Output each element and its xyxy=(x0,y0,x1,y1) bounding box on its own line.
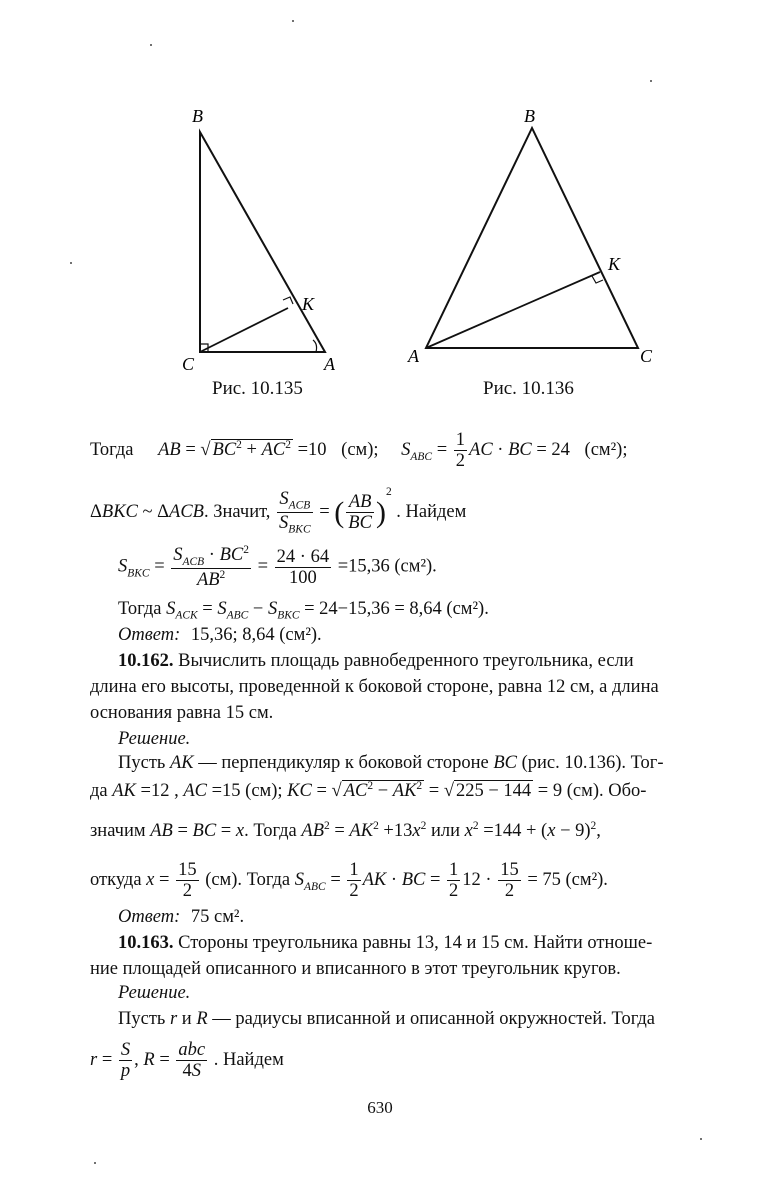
solution-label: Решение. xyxy=(118,729,191,749)
label-a: A xyxy=(408,346,419,366)
caption-fig-135: Рис. 10.135 xyxy=(212,378,303,399)
segment-ak xyxy=(426,272,600,348)
segment-ck xyxy=(200,308,288,352)
solution-162-line-4: откуда x = $\frac{15}{2}$ (см). Тогда $S_{ABC}$ = $\frac{1}{2}$ AK · BC = $\frac{1}{2}$ 12 · $\frac{15}{2}$ = 75 (см²). xyxy=(90,860,608,902)
caption-fig-136: Рис. 10.136 xyxy=(483,378,574,399)
result-15-36: =15,36 (см²). xyxy=(337,556,437,577)
problem-text: Вычислить площадь равнобедренного треугольника, если xyxy=(178,651,634,671)
text-togda: Тогда xyxy=(90,440,134,461)
figure-10-135 xyxy=(180,100,360,380)
problem-163-line-2: ние площадей описанного и вписанного в этот треугольник кругов. xyxy=(90,959,621,979)
answer-value: 15,36; 8,64 (см²). xyxy=(190,625,322,645)
scan-speck xyxy=(292,20,294,22)
text-togda-2: Тогда xyxy=(118,599,162,619)
triangle-abc xyxy=(426,128,638,348)
problem-number: 10.163. xyxy=(118,933,174,953)
formula-similarity: ΔBKC ~ ΔACB. Значит, $\frac{S_{ACB}}{S_{BKC}}$ = ( $\frac{AB}{BC}$ )$^2$ . Найдем xyxy=(90,486,467,536)
problem-162-line-2: длина его высоты, проведенной к боковой стороне, равна 12 см, а длина xyxy=(90,677,659,697)
answer-label: Ответ: xyxy=(118,625,181,645)
solution-label-2: Решение. xyxy=(118,983,191,1003)
problem-162-line-3: основания равна 15 см. xyxy=(90,703,274,723)
label-k: K xyxy=(608,254,621,274)
units-sm: (см); xyxy=(341,440,379,461)
page-number: 630 xyxy=(367,1098,393,1117)
answer-1 xyxy=(118,624,322,646)
scan-speck xyxy=(150,44,152,46)
label-k: K xyxy=(302,294,315,314)
solution-163-line-2: r = $\frac{S}{p}$ , R = $\frac{\text{abc}}{4S}$ . Найдем xyxy=(90,1040,284,1082)
figure-10-136 xyxy=(400,100,660,380)
solution-162-line-3: значим AB = BC = x. Тогда $AB^2 = AK^2 +13x^2$ или $x^2 =144 + (x - 9)^2$, xyxy=(90,820,601,842)
label-b: B xyxy=(524,106,535,126)
problem-162-line-1 xyxy=(118,650,634,672)
scan-speck xyxy=(70,262,72,264)
answer-2: Ответ: 75 см². xyxy=(118,907,245,927)
scan-speck xyxy=(94,1162,96,1164)
scan-speck xyxy=(700,1138,702,1140)
formula-ab-area: Тогда AB = √ $BC^2 + AC^2 =10$ (см); $S_{ABC}$ = $\frac{1}{2}$ AC · BC = 24 (см²); xyxy=(90,430,628,472)
label-b: B xyxy=(192,106,203,126)
angle-arc-a xyxy=(313,340,317,352)
label-a: A xyxy=(324,354,335,374)
units-sm2: (см²); xyxy=(584,440,628,461)
problem-number: 10.162. xyxy=(118,651,174,671)
scan-speck xyxy=(650,80,652,82)
text-znachit: . Значит, xyxy=(204,502,271,522)
result-8-64: = 24−15,36 = 8,64 (см²). xyxy=(304,599,489,619)
right-angle-k xyxy=(592,276,603,283)
label-c: C xyxy=(182,354,195,374)
solution-162-line-2: да AK =12 , AC =15 (см); KC = √ $AC^2 - AK^2$ = √ 225 − 144 = 9 (см). Обо- xyxy=(90,780,647,802)
formula-sbkc: $S_{BKC}$ = $\frac{S_{ACB} \cdot BC^2}{AB^2}$ = $\frac{24 \cdot 64}{100}$ =15,36 (см²). xyxy=(118,544,437,591)
solution-162-line-1: Пусть AK — перпендикуляр к боковой стороне BC (рис. 10.136). Тог- xyxy=(118,753,664,773)
triangle-abc xyxy=(200,132,325,352)
problem-163-line-1: 10.163. Стороны треугольника равны 13, 14 и 15 см. Найти отноше- xyxy=(118,933,653,953)
formula-sack: Тогда $S_{ACK} = S_{ABC} - S_{BKC} = 24-15,36 = 8,64$ (см²). xyxy=(118,599,489,622)
right-angle-k xyxy=(283,297,293,304)
text-naidem: . Найдем xyxy=(396,502,467,522)
label-c: C xyxy=(640,346,653,366)
solution-163-line-1: Пусть r и R — радиусы вписанной и описанной окружностей. Тогда xyxy=(118,1009,655,1029)
